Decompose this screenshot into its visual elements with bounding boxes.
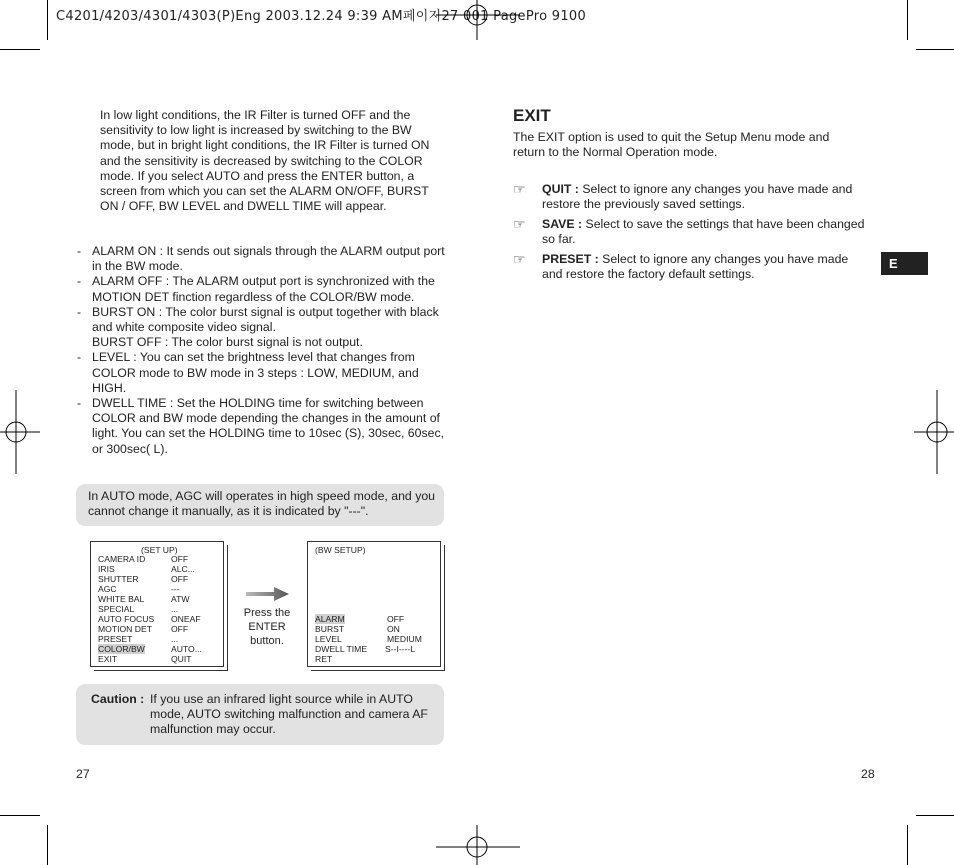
option-preset: ☞ PRESET : Select to ignore any changes you have made and restore the factory default settings.	[513, 251, 849, 282]
menu-row: DWELL TIME S--I----L	[315, 644, 416, 654]
pointing-hand-icon: ☞	[513, 216, 526, 232]
setup-menu-title: (SET UP)	[141, 545, 178, 555]
registration-mark-icon	[0, 390, 40, 474]
list-item: - ALARM OFF : The ALARM output port is synchronized with the MOTION DET finction regardless of the COLOR/BW mode.	[77, 274, 435, 304]
menu-row: IRIS ALC...	[98, 564, 195, 574]
option-save: ☞ SAVE : Select to save the settings that have been changed so far.	[513, 216, 865, 247]
list-item: - LEVEL : You can set the brightness level that changes from COLOR mode to BW mode in 3 steps : LOW, MEDIUM, and HIGH.	[77, 350, 419, 395]
menu-row: PRESET ...	[98, 634, 179, 644]
menu-row: WHITE BAL ATW	[98, 594, 190, 604]
menu-row: RET	[315, 654, 333, 664]
press-enter-caption: Press the ENTER button.	[243, 607, 291, 647]
menu-row: SHUTTER OFF	[98, 574, 189, 584]
menu-row: LEVEL MEDIUM	[315, 634, 422, 644]
pointing-hand-icon: ☞	[513, 181, 526, 197]
menu-row: AGC ---	[98, 584, 180, 594]
registration-mark-icon	[914, 390, 954, 474]
option-quit: ☞ QUIT : Select to ignore any changes you have made and restore the previously saved settings.	[513, 181, 853, 212]
menu-row-selected: ALARM OFF	[315, 614, 405, 624]
right-arrow-icon	[246, 587, 290, 601]
page-number-right: 28	[861, 767, 875, 781]
menu-row: SPECIAL ...	[98, 604, 179, 614]
feature-list	[76, 244, 446, 457]
section-title: EXIT	[513, 106, 551, 125]
bw-setup-title: (BW SETUP)	[315, 545, 366, 555]
list-item: - BURST ON : The color burst signal is output together with black and white composite video signal.	[77, 304, 439, 335]
menu-row: EXIT QUIT	[98, 654, 192, 664]
print-header: C4201/4203/4301/4303(P)Eng 2003.12.24 9:39 AM페이지27 001 PagePro 9100	[56, 9, 587, 24]
registration-mark-icon	[436, 825, 520, 865]
intro-paragraph: In low light conditions, the IR Filter is turned OFF and the sensitivity to low light is increased by switching to the BW mode, but in bright light conditions, the IR Filter is turned ON and the sensitivity is decreased by switching to the COLOR mode. If you select AUTO and press the ENTER button, a screen from which you can set the ALARM ON/OFF, BURST ON / OFF, BW LEVEL and DWELL TIME will appear.	[100, 108, 430, 214]
language-tab: E	[881, 252, 928, 275]
menu-row: MOTION DET OFF	[98, 624, 189, 634]
list-item: - DWELL TIME : Set the HOLDING time for switching between COLOR and BW mode depending the changes in the amount of light. You can set the HOLDING time to 10sec (S), 30sec, 60sec, or 300sec( L).	[77, 396, 445, 456]
menu-row: BURST ON	[315, 624, 400, 634]
menu-row: AUTO FOCUS ONEAF	[98, 614, 201, 624]
list-item: - ALARM ON : It sends out signals through the ALARM output port in the BW mode.	[77, 244, 445, 274]
registration-mark-icon	[436, 0, 520, 40]
section-description: The EXIT option is used to quit the Setup Menu mode and return to the Normal Operation mode.	[513, 130, 830, 160]
page-number-left: 27	[76, 767, 90, 781]
pointing-hand-icon: ☞	[513, 251, 526, 267]
menu-row: CAMERA ID OFF	[98, 554, 189, 564]
caution-text: If you use an infrared light source while in AUTO mode, AUTO switching malfunction and camera AF malfunction may occur.	[150, 692, 428, 737]
caution-label: Caution :	[91, 692, 145, 706]
setup-menu-screen	[90, 541, 224, 667]
note-text: In AUTO mode, AGC will operates in high speed mode, and you cannot change it manually, as it is indicated by "---".	[88, 489, 436, 519]
bw-setup-screen	[307, 541, 441, 667]
list-item: BURST OFF : The color burst signal is not output.	[92, 335, 363, 350]
menu-row-selected: COLOR/BW AUTO...	[98, 644, 202, 654]
